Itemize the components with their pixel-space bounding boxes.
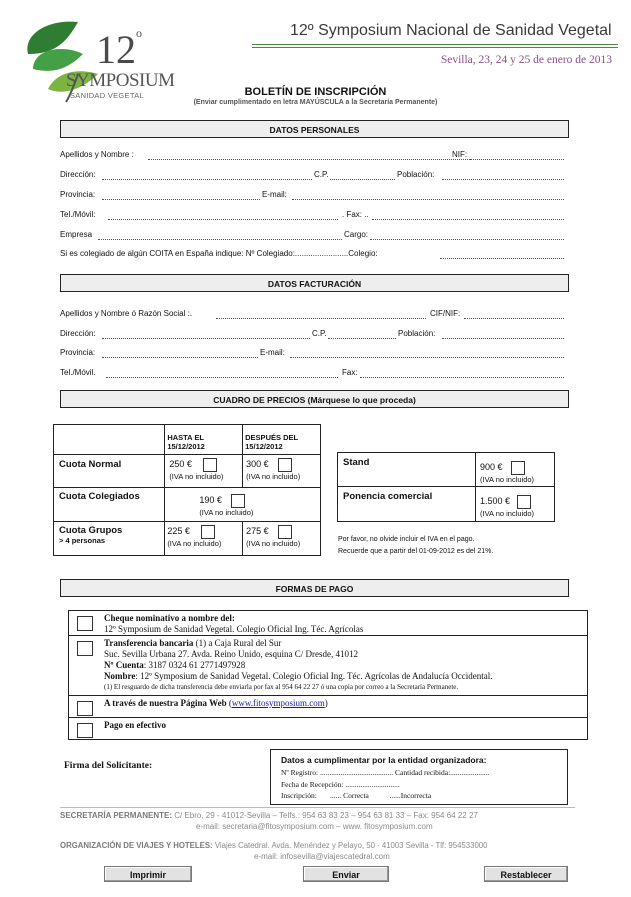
cheque-detail: 12º Symposium de Sanidad Vegetal. Colegio Oficial Ing. Téc. Agrícolas — [104, 624, 364, 634]
section-datos-facturacion: DATOS FACTURACIÓN — [60, 274, 569, 292]
row-empresa[interactable] — [60, 230, 565, 242]
label-fax: . Fax: .. — [342, 210, 369, 219]
organizer-registro: Nº Registro: ....................................... Cantidad recibida:..................... — [281, 768, 490, 777]
payment-cheque[interactable] — [69, 611, 587, 636]
label-fact-cp: C.P. — [312, 329, 327, 338]
efectivo-checkbox[interactable] — [77, 723, 93, 738]
cuota-colegiados-label: Cuota Colegiados — [59, 491, 140, 502]
fact-email-field[interactable] — [290, 349, 564, 358]
cuenta-number: : 3187 0324 61 2771497928 — [143, 660, 246, 670]
web-checkbox[interactable] — [77, 701, 93, 716]
label-cif: CIF/NIF: — [430, 309, 461, 318]
label-colegiado: Si es colegiado de algún COITA en España indique: Nº Colegiado:........................Colegio: — [60, 249, 378, 258]
price-table-corner — [54, 425, 165, 455]
section-formas-pago: FORMAS DE PAGO — [60, 579, 569, 597]
extras-table — [337, 452, 555, 522]
section-precios: CUADRO DE PRECIOS (Márquese lo que proceda) — [60, 390, 569, 408]
stand-checkbox[interactable] — [511, 461, 525, 475]
colegio-field[interactable] — [440, 250, 564, 259]
beneficiary-name: : 12º Symposium de Sanidad Vegetal. Colegio Oficial Ing. Téc. Agrícolas de Andalucía Occidental. — [135, 671, 493, 681]
col-hasta: HASTA EL 15/12/2012 — [165, 425, 243, 455]
fact-tel-field[interactable] — [106, 369, 338, 378]
label-cargo: Cargo: — [344, 230, 369, 239]
event-date: Sevilla, 23, 24 y 25 de enero de 2013 — [440, 54, 612, 66]
fact-fax-field[interactable] — [360, 369, 564, 378]
label-nif: NIF: — [452, 150, 468, 159]
reset-button[interactable]: Restablecer — [484, 866, 568, 882]
label-fact-email: E-mail: — [260, 348, 285, 357]
web-label: A través de nuestra Página Web — [104, 698, 227, 708]
footer-org — [60, 841, 487, 850]
org-label: ORGANIZACIÓN DE VIAJES Y HOTELES: — [60, 841, 213, 850]
label-fact-provincia: Provincia: — [60, 348, 96, 357]
cuota-colegiados-checkbox[interactable] — [231, 494, 245, 508]
web-link[interactable]: www.fitosymposium.com — [231, 698, 325, 708]
event-title: 12º Symposium Nacional de Sanidad Vegetal — [290, 22, 612, 39]
transfer-title: Transferencia bancaria — [104, 638, 194, 648]
label-fact-fax: Fax: — [342, 368, 358, 377]
cuota-normal-before-checkbox[interactable] — [203, 458, 217, 472]
row-nombre[interactable] — [60, 150, 565, 162]
iva-note: (IVA no incluido) — [169, 472, 224, 481]
efectivo-label: Pago en efectivo — [104, 720, 166, 730]
footer-org-email: e-mail: infosevilla@viajescatedral.com — [254, 852, 390, 861]
row-colegiado[interactable] — [60, 249, 565, 261]
email-field[interactable] — [292, 191, 564, 200]
section-datos-personales: DATOS PERSONALES — [60, 120, 569, 138]
firma-label: Firma del Solicitante: — [64, 761, 153, 771]
cuenta-label: Nº Cuenta — [104, 660, 144, 670]
transfer-checkbox[interactable] — [77, 641, 93, 656]
row-fact-nombre[interactable] — [60, 309, 565, 321]
ponencia-price: 1.500 € — [480, 496, 511, 507]
nif-field[interactable] — [470, 151, 564, 160]
transfer-note: (1) El resguardo de dicha transferencia debe enviarla por fax al 954 64 22 27 ó una copia por correo a la Secretaría Permanete. — [104, 683, 459, 691]
col-despues: DESPUÉS DEL 15/12/2012 — [243, 425, 321, 455]
cuota-grupos-after-price: 275 € — [246, 526, 269, 537]
provincia-field[interactable] — [102, 191, 260, 200]
send-button[interactable]: Enviar — [303, 866, 389, 882]
cuota-normal-after-checkbox[interactable] — [278, 458, 292, 472]
nombre-label: Nombre — [104, 671, 136, 681]
empresa-field[interactable] — [98, 231, 342, 240]
transfer-bank: (1) a Caja Rural del Sur — [193, 638, 282, 648]
cuota-normal-after-price: 300 € — [246, 459, 269, 470]
stand-price: 900 € — [480, 462, 503, 473]
org-address: Viajes Catedral. Avda. Menéndez y Pelayo, 50 - 41003 Sevilla - Tlf: 954533000 — [212, 841, 488, 850]
cuota-grupos-before-checkbox[interactable] — [201, 525, 215, 539]
cuota-grupos-before-price: 225 € — [167, 526, 190, 537]
label-fact-tel: Tel./Móvil. — [60, 368, 96, 377]
organizer-inscripcion: Inscripción: ...... Correcta ......Incorrecta — [281, 791, 432, 800]
row-fact-provincia[interactable] — [60, 348, 565, 360]
row-fact-direccion[interactable] — [60, 329, 565, 341]
iva-note: (IVA no incluido) — [199, 508, 254, 517]
iva-note-2: Recuerde que a partir del 01-09-2012 es del 21%. — [338, 548, 494, 555]
header-rule-top — [252, 44, 618, 45]
logo-number: 12$^o$ — [96, 26, 142, 72]
iva-note: (IVA no incluido) — [480, 475, 535, 484]
direccion-field[interactable] — [102, 171, 312, 180]
fact-cp-field[interactable] — [328, 330, 396, 339]
label-poblacion: Población: — [397, 170, 435, 179]
row-direccion[interactable] — [60, 170, 565, 182]
cheque-title: Cheque nominativo a nombre del: — [104, 613, 235, 623]
cuota-grupos-sub: > 4 personas — [59, 536, 106, 545]
cheque-checkbox[interactable] — [77, 616, 93, 631]
footer-secretaria-email: e-mail: secretaria@fitosymposium.com – www. fitosymposium.com — [196, 822, 433, 831]
cuota-normal-label: Cuota Normal — [59, 459, 122, 470]
iva-note-1: Por favor, no olvide incluir el IVA en el pago. — [338, 536, 475, 543]
iva-note: (IVA no incluido) — [167, 539, 222, 548]
label-nombre: Apellidos y Nombre : — [60, 150, 134, 159]
fact-nombre-field[interactable] — [216, 310, 426, 319]
cuota-colegiados-price: 190 € — [199, 495, 222, 506]
cp-field[interactable] — [330, 171, 395, 180]
payment-options — [68, 610, 588, 740]
print-button[interactable]: Imprimir — [104, 866, 192, 882]
logo-subtitle: SANIDAD VEGETAL — [70, 91, 144, 100]
label-fact-nombre: Apellidos y Nombre ó Razón Social :. — [60, 309, 193, 318]
label-email: E-mail: — [262, 190, 287, 199]
transfer-address: Suc. Sevilla Urbana 27. Avda. Reino Unido, esquina C/ Dresde, 41012 — [104, 649, 359, 659]
fact-poblacion-field[interactable] — [442, 330, 564, 339]
stand-label: Stand — [343, 457, 370, 468]
cif-field[interactable] — [464, 310, 564, 319]
label-direccion: Dirección: — [60, 170, 96, 179]
iva-note: (IVA no incluido) — [246, 539, 301, 548]
organizer-title: Datos a cumplimentar por la entidad organizadora: — [281, 755, 487, 765]
label-provincia: Provincia: — [60, 190, 96, 199]
cargo-field[interactable] — [370, 231, 564, 240]
cuota-normal-before-price: 250 € — [169, 459, 192, 470]
form-title: BOLETÍN DE INSCRIPCIÓN — [244, 86, 387, 98]
fax-field[interactable] — [372, 211, 564, 220]
label-cp: C.P. — [314, 170, 329, 179]
secretaria-label: SECRETARÍA PERMANENTE: — [60, 811, 173, 820]
payment-transfer[interactable] — [69, 636, 587, 696]
secretaria-address: C/ Ebro, 29 - 41012-Sevilla – Telfs.: 954 63 83 23 – 954 63 81 33 – Fax: 954 64 22 27 — [172, 811, 478, 820]
iva-note: (IVA no incluido) — [246, 472, 301, 481]
payment-efectivo[interactable] — [69, 718, 587, 740]
fact-provincia-field[interactable] — [102, 349, 258, 358]
header-rule-bottom — [252, 47, 618, 48]
label-tel: Tel./Móvil: — [60, 210, 96, 219]
footer-secretaria — [60, 811, 478, 820]
ponencia-label: Ponencia comercial — [343, 491, 433, 502]
label-fact-direccion: Dirección: — [60, 329, 96, 338]
iva-note: (IVA no incluido) — [480, 509, 535, 518]
payment-web[interactable]: A través de nuestra Página Web (www.fitosymposium.com) — [69, 696, 587, 718]
cuota-grupos-after-checkbox[interactable] — [278, 525, 292, 539]
fact-direccion-field[interactable] — [102, 330, 310, 339]
row-fact-tel[interactable] — [60, 368, 565, 380]
footer-divider — [60, 807, 575, 808]
poblacion-field[interactable] — [442, 171, 564, 180]
price-table — [53, 424, 321, 556]
cuota-grupos-label: Cuota Grupos — [59, 525, 123, 536]
row-provincia[interactable] — [60, 190, 565, 202]
form-subtitle: (Enviar cumplimentado en letra MAYÚSCULA a la Secretaría Permanente) — [193, 99, 438, 106]
label-fact-poblacion: Población: — [398, 329, 436, 338]
label-empresa: Empresa — [60, 230, 93, 239]
organizer-box — [270, 749, 568, 805]
logo-word: SYMPOSIUM — [66, 70, 175, 91]
tel-field[interactable] — [108, 211, 338, 220]
ponencia-checkbox[interactable] — [517, 495, 531, 509]
row-tel[interactable] — [60, 210, 565, 222]
organizer-fecha: Fecha de Recepción: ............................. — [281, 780, 400, 789]
